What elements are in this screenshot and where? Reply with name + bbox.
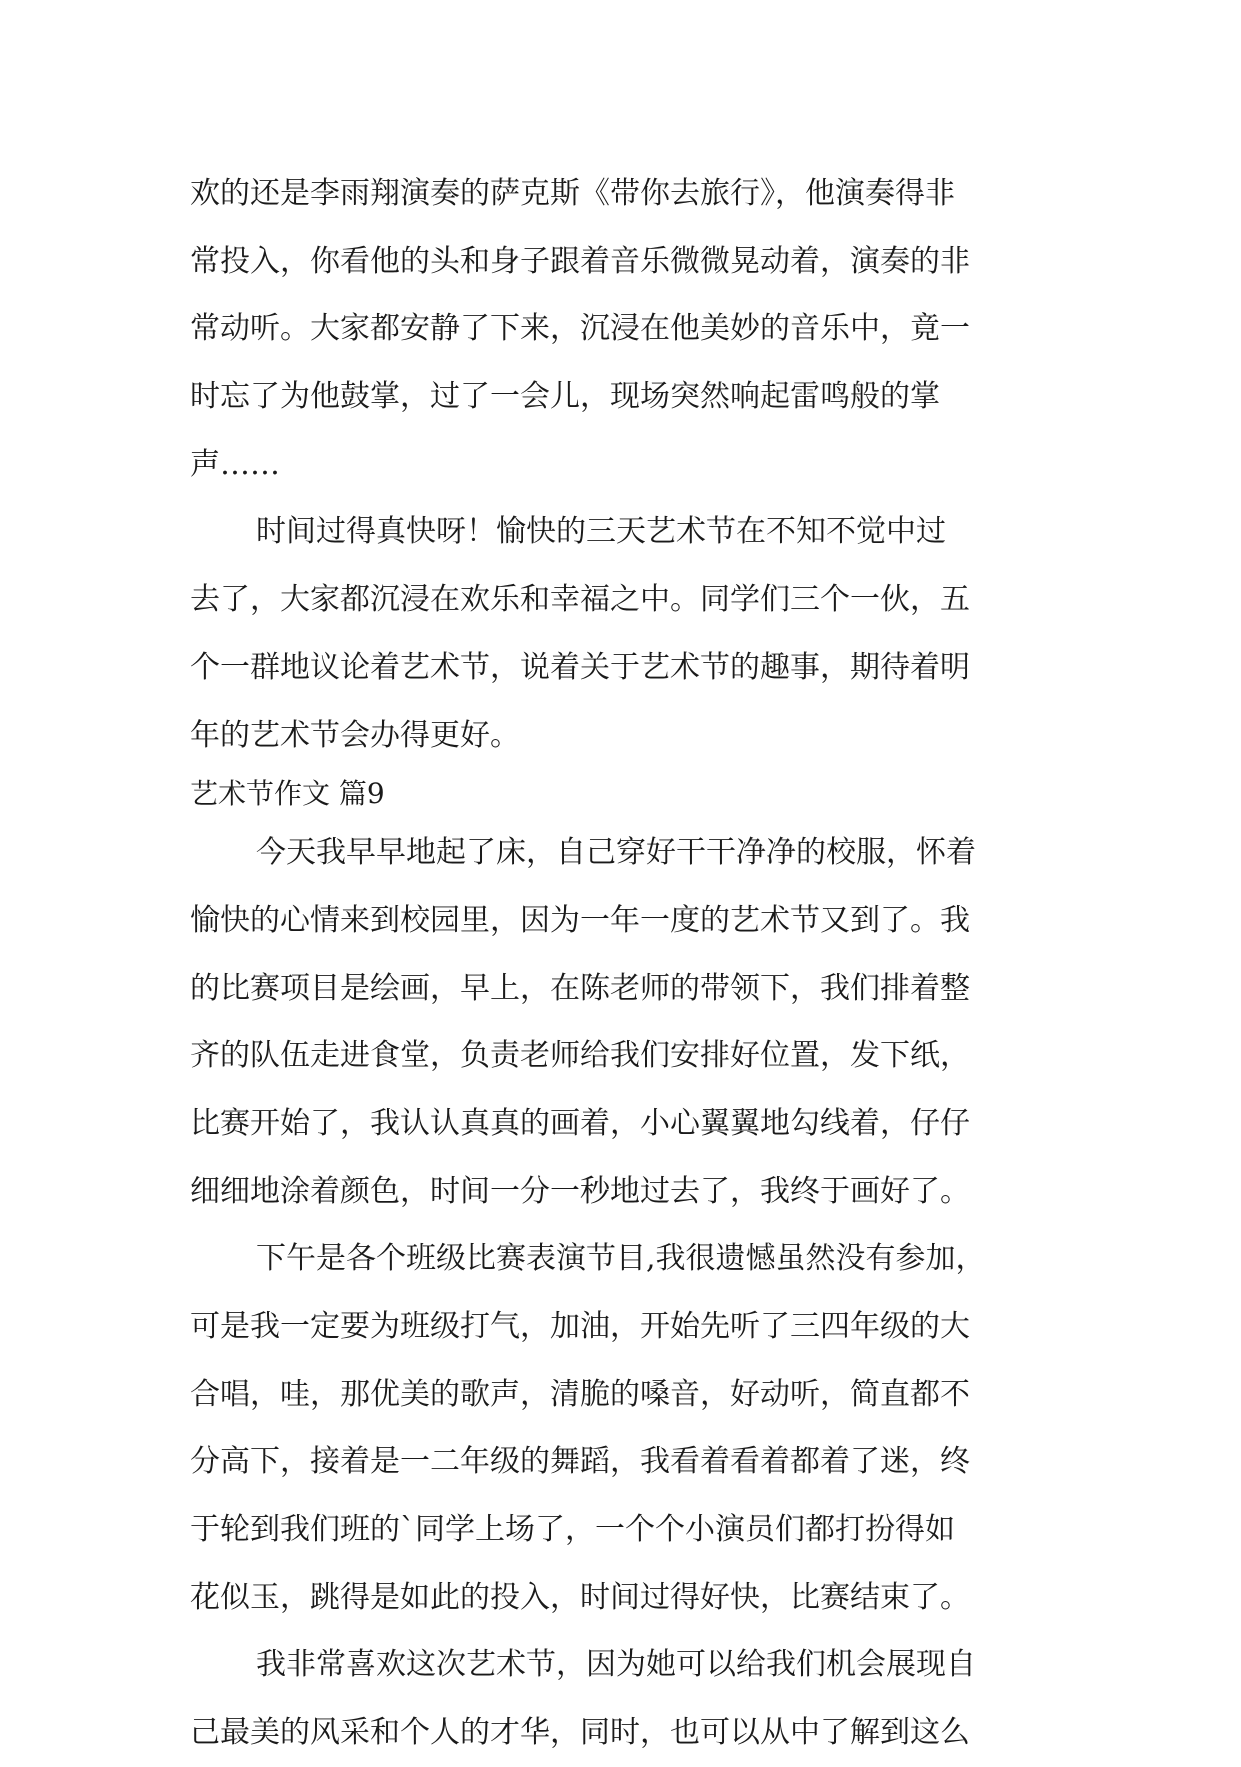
paragraph-1: [190, 160, 1080, 498]
text-line: 比赛开始了，我认认真真的画着，小心翼翼地勾线着，仔仔: [190, 1105, 970, 1141]
text-line: 个一群地议论着艺术节，说着关于艺术节的趣事，期待着明: [190, 649, 970, 685]
text-line: 于轮到我们班的`同学上场了，一个个小演员们都打扮得如: [190, 1512, 955, 1548]
text-line: 去了，大家都沉浸在欢乐和幸福之中。同学们三个一伙，五: [190, 582, 970, 618]
text-line: 常动听。大家都安静了下来，沉浸在他美妙的音乐中，竟一: [190, 311, 970, 347]
text-line: 声……: [190, 446, 280, 482]
text-line: 己最美的风采和个人的才华，同时，也可以从中了解到这么: [190, 1715, 970, 1751]
text-line: 愉快的心情来到校园里，因为一年一度的艺术节又到了。我: [190, 902, 970, 938]
text-line: 欢的还是李雨翔演奏的萨克斯《带你去旅行》，他演奏得非: [190, 176, 955, 211]
text-line: 时间过得真快呀！愉快的三天艺术节在不知不觉中过: [256, 514, 946, 550]
text-line: 可是我一定要为班级打气，加油，开始先听了三四年级的大: [190, 1309, 970, 1344]
text-line: 下午是各个班级比赛表演节目,我很遗憾虽然没有参加，: [256, 1241, 986, 1277]
text-line: 我非常喜欢这次艺术节，因为她可以给我们机会展现自: [256, 1647, 976, 1683]
text-line: 的比赛项目是绘画，早上，在陈老师的带领下，我们排着整: [190, 970, 970, 1006]
text-line: 分高下，接着是一二年级的舞蹈，我看着看着都着了迷，终: [190, 1444, 970, 1480]
section-heading: 艺术节作文 篇9: [190, 777, 385, 811]
text-line: 合唱，哇，那优美的歌声，清脆的嗓音，好动听，简直都不: [190, 1376, 970, 1412]
paragraph-4: [190, 1225, 1080, 1631]
document-body: [190, 160, 1080, 1767]
text-line: 花似玉，跳得是如此的投入，时间过得好快，比赛结束了。: [190, 1579, 970, 1615]
text-line: 今天我早早地起了床，自己穿好干干净净的校服，怀着: [256, 835, 976, 871]
text-line: 齐的队伍走进食堂，负责老师给我们安排好位置，发下纸，: [190, 1038, 970, 1074]
text-line: 常投入，你看他的头和身子跟着音乐微微晃动着，演奏的非: [190, 243, 970, 279]
paragraph-2: [190, 498, 1080, 769]
paragraph-5: [190, 1631, 1080, 1766]
text-line: 细细地涂着颜色，时间一分一秒地过去了，我终于画好了。: [190, 1173, 970, 1209]
text-line: 时忘了为他鼓掌，过了一会儿，现场突然响起雷鸣般的掌: [190, 379, 940, 415]
paragraph-3: [190, 819, 1080, 1225]
text-line: 年的艺术节会办得更好。: [190, 717, 520, 753]
